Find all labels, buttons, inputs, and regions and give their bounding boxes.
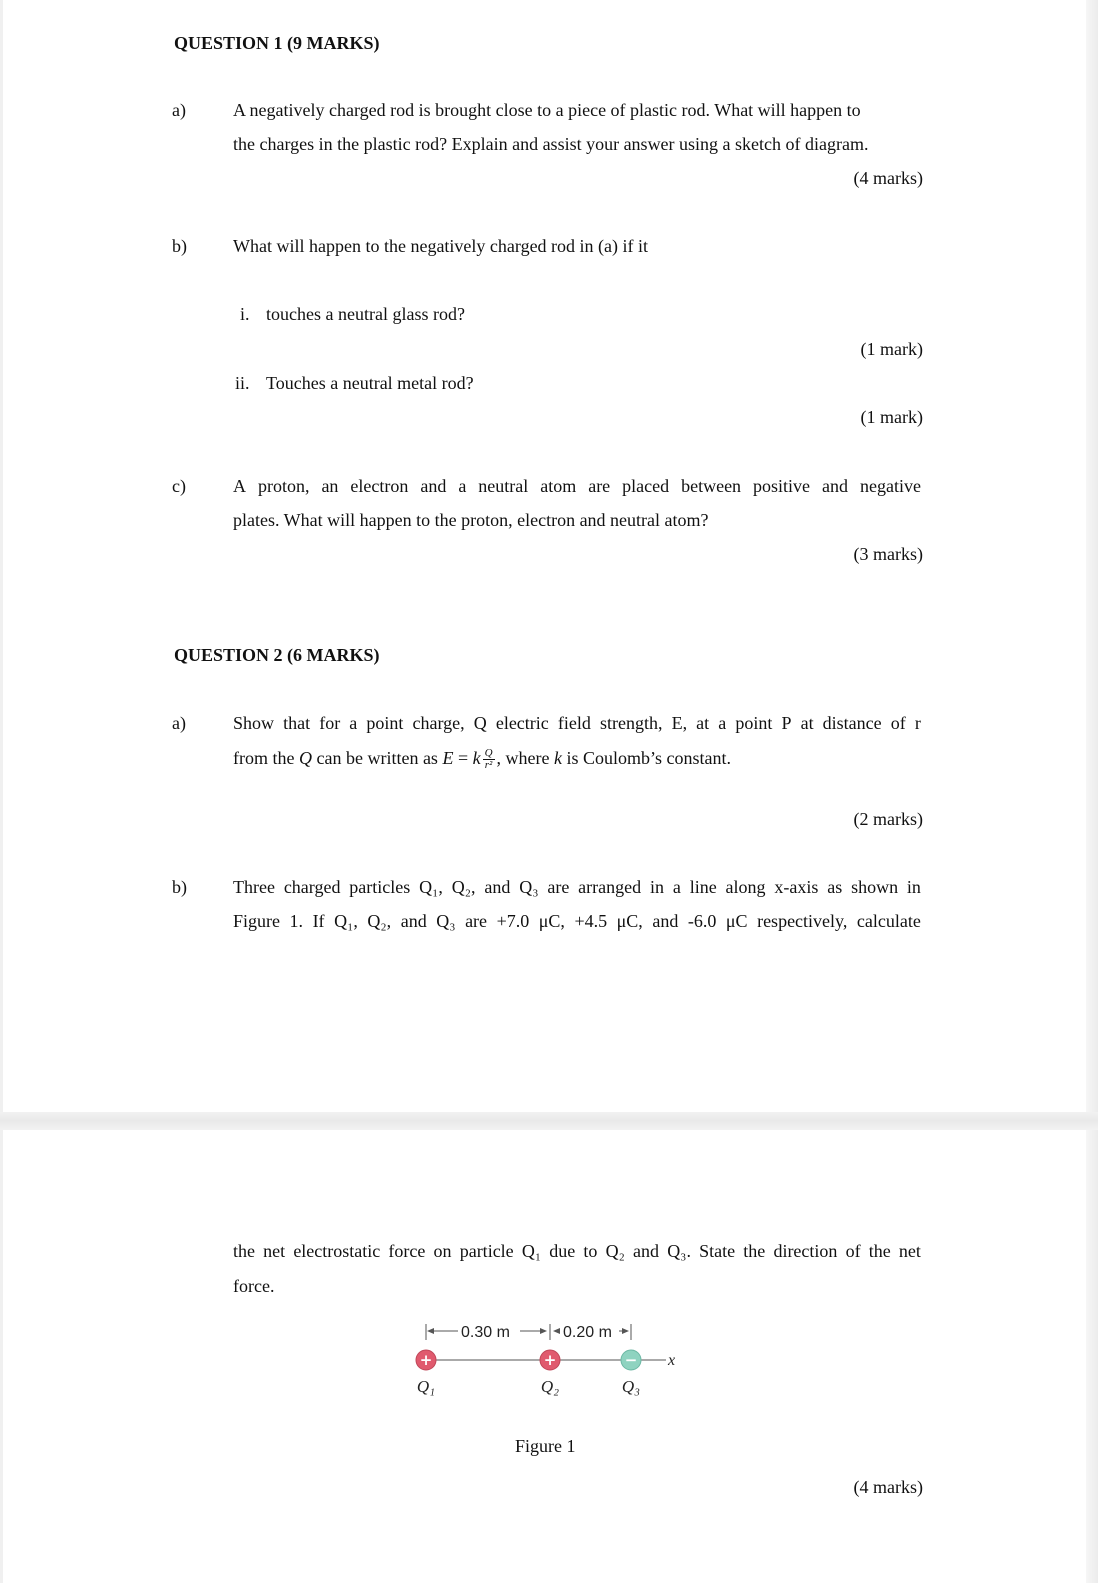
word: net	[263, 1241, 286, 1261]
word: the	[233, 1241, 255, 1261]
word: E,	[671, 713, 688, 733]
word: charge,	[412, 713, 465, 733]
word: the	[868, 1241, 891, 1261]
fraction-denominator: r²	[484, 759, 493, 772]
q2-a-line2-k: k	[554, 748, 563, 768]
word: +7.0	[496, 911, 530, 931]
word: point	[366, 713, 404, 733]
word: of	[845, 1241, 861, 1261]
word: force	[388, 1241, 426, 1261]
word: Show	[233, 713, 275, 733]
word: an	[321, 476, 339, 496]
word: and	[484, 877, 511, 897]
word: a	[672, 877, 681, 897]
word: respectively,	[757, 911, 848, 931]
word: x-axis	[774, 877, 819, 897]
word: -6.0	[687, 911, 717, 931]
word: due	[549, 1241, 576, 1261]
charge-q3-label: Q₃	[621, 1377, 641, 1396]
charge-q1-sign: +	[419, 1351, 433, 1369]
fraction-numerator: Q	[484, 747, 493, 760]
page-right-edge	[1086, 0, 1098, 1583]
word: electric	[495, 713, 549, 733]
q2-b-line2	[233, 911, 921, 932]
word: strength,	[599, 713, 663, 733]
word: that	[283, 713, 311, 733]
q1-c-label: c)	[172, 476, 186, 496]
q1-b-ii-number: ii.	[235, 373, 250, 393]
word: Q₃	[519, 877, 539, 897]
q1-a-line1: A negatively charged rod is brought close to a piece of plastic rod. What will happen to	[233, 100, 861, 120]
word: distance	[822, 713, 882, 733]
word: atom	[540, 476, 577, 496]
charge-q2-sign: +	[543, 1351, 557, 1369]
word: Q₂,	[367, 911, 392, 931]
word: particles	[349, 877, 411, 897]
word: particle	[459, 1241, 514, 1261]
word: If	[312, 911, 325, 931]
word: electron	[350, 476, 409, 496]
q2-a-line2-pre: from the	[233, 748, 299, 768]
word: and	[652, 911, 679, 931]
word: neutral	[478, 476, 529, 496]
q1-b-line1: What will happen to the negatively charged rod in (a) if it	[233, 236, 649, 256]
word: in	[649, 877, 664, 897]
question-2-heading: QUESTION 2 (6 MARKS)	[174, 645, 380, 665]
word: calculate	[856, 911, 921, 931]
q1-b-i-number: i.	[240, 304, 250, 324]
q2-a-marks: (2 marks)	[853, 809, 923, 829]
word: Three	[233, 877, 275, 897]
q2-a-line2	[233, 748, 731, 771]
word: Figure	[233, 911, 280, 931]
word: Q₂,	[451, 877, 476, 897]
word: +4.5	[574, 911, 608, 931]
word: shown	[851, 877, 899, 897]
word: arranged	[578, 877, 642, 897]
word: μC,	[538, 911, 565, 931]
q1-a-marks: (4 marks)	[853, 168, 923, 188]
q1-c-marks: (3 marks)	[853, 544, 923, 564]
charge-q3-sign: −	[624, 1351, 638, 1369]
figure-1-caption: Figure 1	[515, 1436, 576, 1456]
word: in	[906, 877, 921, 897]
word: for	[319, 713, 341, 733]
word: μC,	[616, 911, 643, 931]
q2-a-line2-q: Q	[298, 748, 312, 768]
word: electrostatic	[293, 1241, 381, 1261]
word: net	[898, 1241, 921, 1261]
word: as	[827, 877, 843, 897]
word: between	[681, 476, 742, 496]
word: Q₁,	[419, 877, 443, 897]
dim-arrow-right	[622, 1328, 629, 1334]
word: Q₂	[605, 1241, 625, 1261]
word: P	[781, 713, 792, 733]
page-left-edge	[0, 0, 3, 1583]
question-1-heading: QUESTION 1 (9 MARKS)	[174, 33, 380, 53]
word: Q₃	[436, 911, 456, 931]
word: line	[689, 877, 717, 897]
q1-b-i-marks: (1 mark)	[860, 339, 923, 359]
word: Q₁	[521, 1241, 542, 1261]
q2-b-label: b)	[172, 877, 187, 897]
word: A	[233, 476, 246, 496]
q1-a-label: a)	[172, 100, 186, 120]
word: μC	[725, 911, 748, 931]
word: and	[400, 911, 427, 931]
word: a	[349, 713, 358, 733]
q2-a-line2-end: is Coulomb’s constant.	[562, 748, 732, 768]
word: are	[465, 911, 488, 931]
dim-arrow-left	[427, 1328, 434, 1334]
q1-b-i-text: touches a neutral glass rod?	[266, 304, 465, 324]
word: 1.	[289, 911, 304, 931]
word: Q₁,	[334, 911, 358, 931]
q2-b-line1	[233, 877, 921, 898]
word: negative	[859, 476, 921, 496]
equation-fraction	[483, 748, 495, 771]
word: charged	[283, 877, 341, 897]
q2-b-marks: (4 marks)	[853, 1477, 923, 1497]
q1-c-line1	[233, 476, 921, 497]
word: a	[718, 713, 727, 733]
equation-lhs: E	[442, 748, 454, 768]
word: State	[699, 1241, 736, 1261]
charge-q1-label: Q₁	[416, 1377, 436, 1396]
word: and	[633, 1241, 660, 1261]
dim-arrow-mid-left	[553, 1328, 560, 1334]
q1-b-label: b)	[172, 236, 187, 256]
q2-a-label: a)	[172, 713, 186, 733]
q2-b-line3	[233, 1241, 921, 1262]
word: to	[583, 1241, 598, 1261]
word: positive	[753, 476, 811, 496]
word: field	[557, 713, 591, 733]
q1-c-line2: plates. What will happen to the proton, electron and neutral atom?	[233, 510, 709, 530]
charge-q2-label: Q₂	[540, 1377, 560, 1396]
word: and	[420, 476, 447, 496]
word: point	[735, 713, 773, 733]
q1-b-ii-text: Touches a neutral metal rod?	[266, 373, 474, 393]
word: direction	[773, 1241, 838, 1261]
q2-a-line1	[233, 713, 921, 734]
x-axis-label: x	[668, 1352, 676, 1369]
word: at	[696, 713, 710, 733]
equation-k: k	[472, 748, 481, 768]
word: proton,	[257, 476, 310, 496]
figure-1-diagram	[400, 1318, 700, 1398]
word: are	[588, 476, 611, 496]
q2-a-line2-post: , where	[496, 748, 555, 768]
equation-equals: =	[453, 748, 473, 768]
word: Q	[473, 713, 487, 733]
word: at	[800, 713, 814, 733]
word: a	[458, 476, 467, 496]
word: are	[547, 877, 570, 897]
word: and	[822, 476, 848, 496]
distance-label-2: 0.20 m	[563, 1324, 612, 1341]
q1-a-line2: the charges in the plastic rod? Explain and assist your answer using a sketch of diagram.	[233, 134, 869, 154]
word: Q₃.	[667, 1241, 691, 1261]
word: the	[743, 1241, 766, 1261]
word: r	[914, 713, 921, 733]
word: on	[433, 1241, 452, 1261]
q1-b-ii-marks: (1 mark)	[860, 407, 923, 427]
q2-b-line4: force.	[233, 1276, 275, 1296]
word: along	[725, 877, 766, 897]
page-break	[0, 1112, 1098, 1130]
dim-arrow-mid-right	[540, 1328, 547, 1334]
distance-label-1: 0.30 m	[461, 1324, 510, 1341]
q2-a-line2-mid: can be written as	[311, 748, 443, 768]
word: of	[890, 713, 906, 733]
word: placed	[622, 476, 670, 496]
